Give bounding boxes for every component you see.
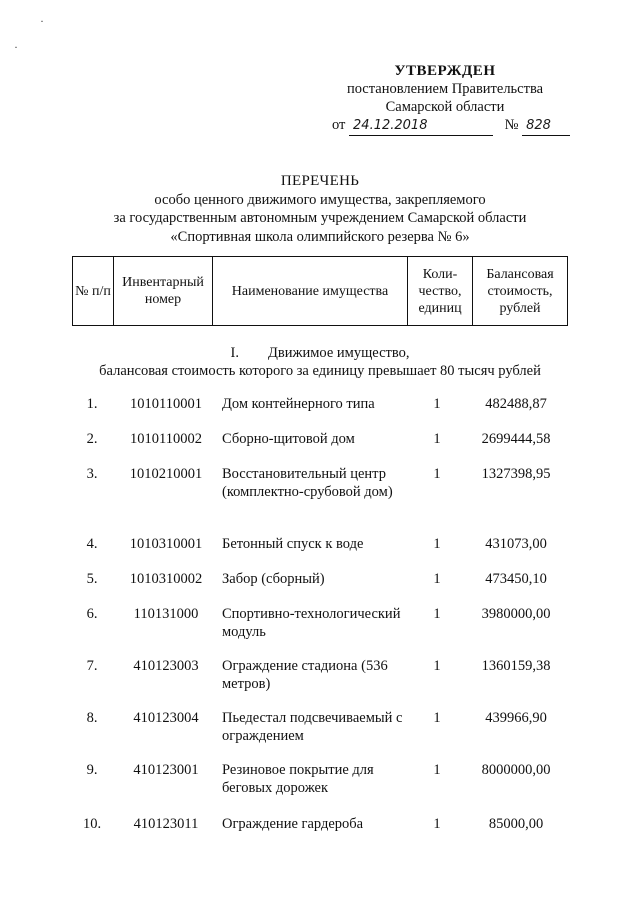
row-cost: 439966,90 <box>485 710 547 726</box>
header-quantity: Коли- чество, единиц <box>408 257 473 326</box>
row-quantity: 1 <box>433 710 441 726</box>
row-quantity: 1 <box>433 606 441 622</box>
row-cost: 431073,00 <box>485 536 547 552</box>
document-title: ПЕРЕЧЕНЬ <box>280 173 360 189</box>
table-header <box>72 256 568 326</box>
heading-line-2: за государственным автономным учреждением Самарской области <box>113 210 527 226</box>
row-num: 8. <box>86 710 98 726</box>
row-inventory: 410123011 <box>133 816 199 832</box>
row-name: Восстановительный центр (комплектно-срубовой дом) <box>222 466 393 500</box>
approval-stamp-block <box>330 62 560 136</box>
row-quantity: 1 <box>433 571 441 587</box>
row-quantity: 1 <box>433 396 441 412</box>
scan-speck-icon: · <box>14 40 18 54</box>
row-quantity: 1 <box>433 466 441 482</box>
section-heading <box>70 344 570 380</box>
row-name: Резиновое покрытие для беговых дорожек <box>222 762 374 796</box>
row-inventory: 1010310002 <box>129 571 203 587</box>
row-quantity: 1 <box>433 658 441 674</box>
row-inventory: 1010210001 <box>129 466 203 482</box>
heading-line-3: «Спортивная школа олимпийского резерва № 6» <box>170 228 470 245</box>
section-numeral: I. <box>230 345 239 361</box>
row-inventory: 410123004 <box>133 710 199 726</box>
header-cost: Балансовая стоимость, рублей <box>473 257 568 326</box>
row-cost: 1327398,95 <box>481 466 551 482</box>
row-cost: 85000,00 <box>488 816 544 832</box>
row-name: Бетонный спуск к воде <box>222 536 364 552</box>
row-cost: 2699444,58 <box>481 431 551 447</box>
row-num: 6. <box>86 606 98 622</box>
row-cost: 8000000,00 <box>481 762 551 778</box>
row-inventory: 1010110002 <box>130 431 202 447</box>
section-title: Движимое имущество, <box>267 345 410 361</box>
row-inventory: 410123003 <box>133 658 199 674</box>
row-name: Спортивно-технологический модуль <box>222 606 401 640</box>
row-cost: 473450,10 <box>485 571 547 587</box>
row-num: 2. <box>86 431 98 447</box>
heading-line-1: особо ценного движимого имущества, закрепляемого <box>154 191 486 208</box>
header-name: Наименование имущества <box>213 257 408 326</box>
row-num: 7. <box>86 658 98 674</box>
row-num: 1. <box>86 396 98 412</box>
header-row <box>73 257 568 326</box>
approval-date-row <box>330 116 560 136</box>
row-name: Пьедестал подсвечиваемый с ограждением <box>222 710 403 744</box>
row-name: Сборно-щитовой дом <box>222 431 355 447</box>
row-name: Дом контейнерного типа <box>222 396 375 412</box>
row-quantity: 1 <box>433 536 441 552</box>
row-inventory: 1010110001 <box>130 396 202 412</box>
header-num: № п/п <box>73 257 114 326</box>
row-quantity: 1 <box>433 816 441 832</box>
row-quantity: 1 <box>433 762 441 778</box>
row-quantity: 1 <box>433 431 441 447</box>
row-num: 9. <box>86 762 98 778</box>
section-subtitle: балансовая стоимость которого за единицу превышает 80 тысяч рублей <box>99 363 541 379</box>
approval-title: УТВЕРЖДЕН <box>394 63 496 79</box>
row-name: Ограждение гардероба <box>222 816 364 832</box>
handwritten-number: 828 <box>522 117 570 136</box>
row-cost: 3980000,00 <box>481 606 551 622</box>
section-title-row <box>70 344 570 362</box>
row-inventory: 410123001 <box>133 762 199 778</box>
scan-speck-icon: · <box>40 14 44 28</box>
row-num: 5. <box>86 571 98 587</box>
header-inventory: Инвентарный номер <box>114 257 213 326</box>
approval-line-2: Самарской области <box>385 99 505 115</box>
row-name: Забор (сборный) <box>222 571 325 587</box>
row-inventory: 110131000 <box>133 606 199 622</box>
handwritten-date: 24.12.2018 <box>349 117 493 136</box>
row-num: 10. <box>82 816 102 832</box>
row-cost: 482488,87 <box>485 396 547 412</box>
row-cost: 1360159,38 <box>481 658 551 674</box>
document-heading <box>90 172 550 246</box>
date-prefix: от <box>332 117 346 133</box>
row-inventory: 1010310001 <box>129 536 203 552</box>
row-num: 3. <box>86 466 98 482</box>
row-num: 4. <box>86 536 98 552</box>
approval-line-1: постановлением Правительства <box>346 81 544 97</box>
row-name: Ограждение стадиона (536 метров) <box>222 658 388 692</box>
number-prefix: № <box>504 117 519 133</box>
